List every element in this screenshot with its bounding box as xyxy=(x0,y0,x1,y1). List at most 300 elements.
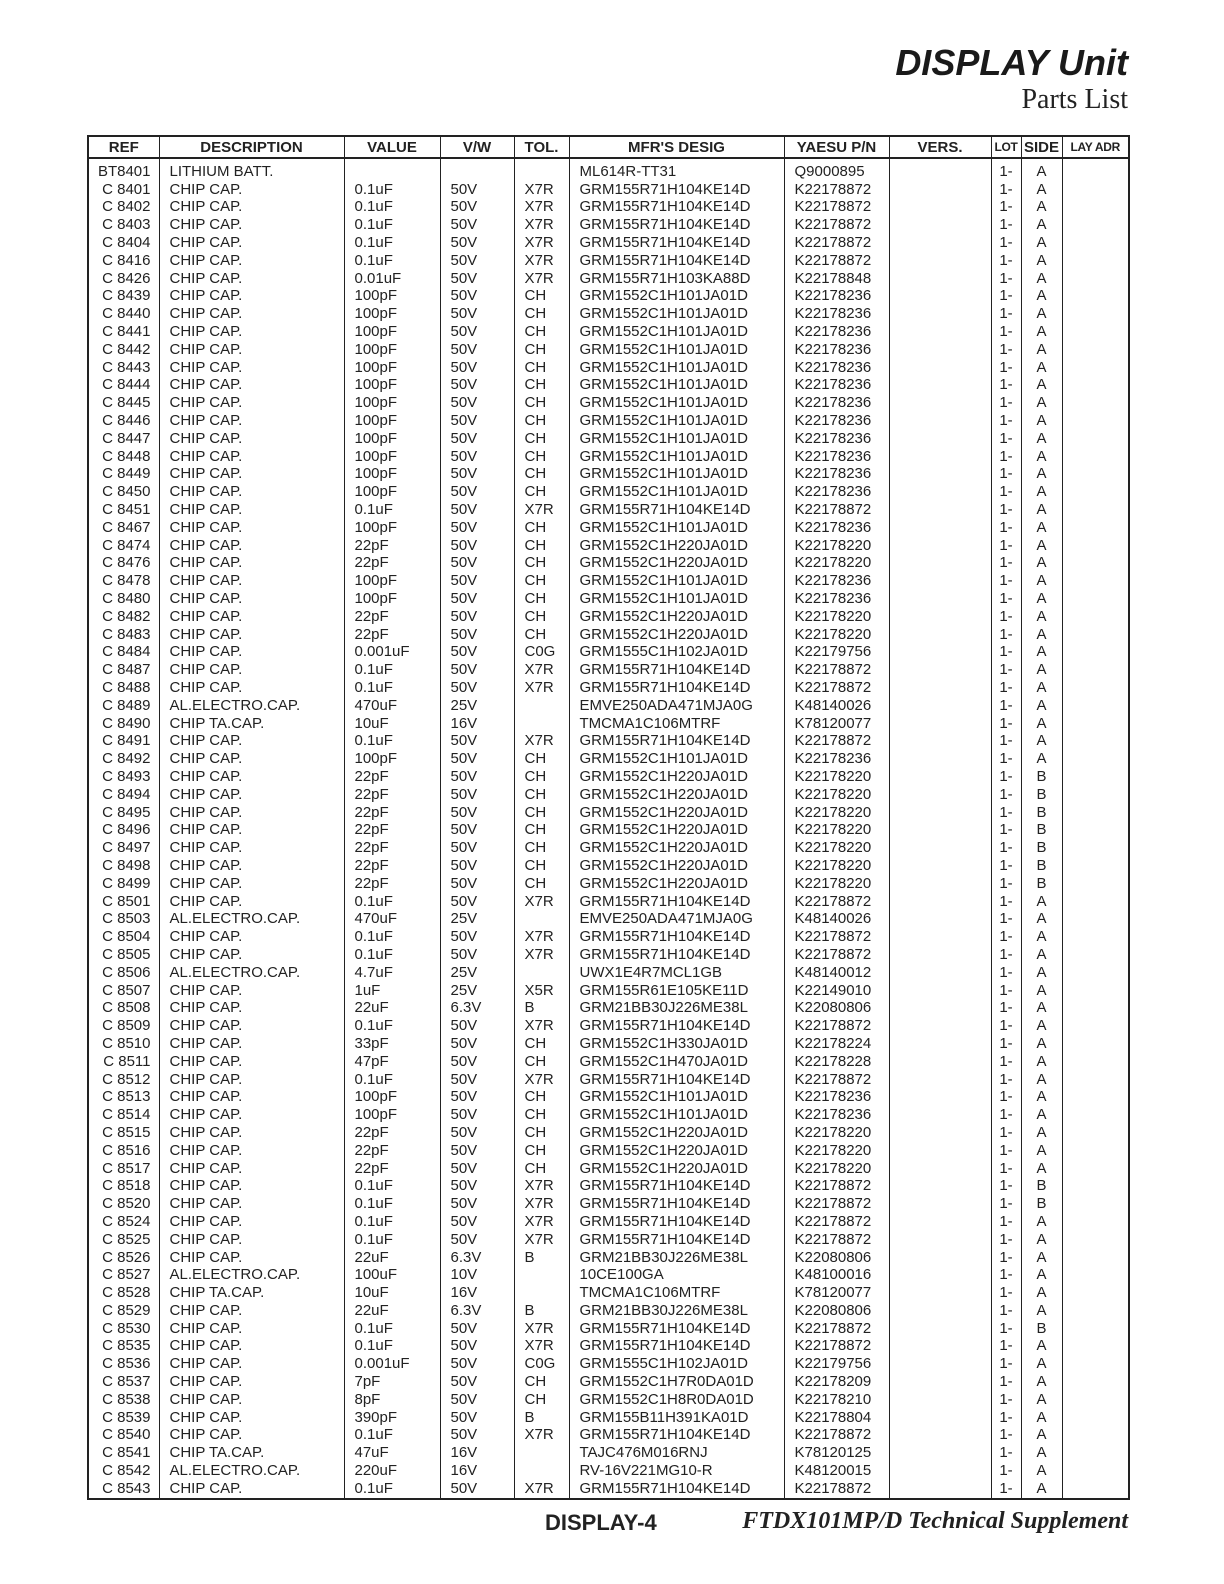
cell-yaesu-pn: K22178220 xyxy=(784,839,889,857)
cell-vw: 50V xyxy=(440,359,514,377)
cell-mfr-desig: TMCMA1C106MTRF xyxy=(569,715,784,733)
cell-vw: 50V xyxy=(440,839,514,857)
cell-vers xyxy=(889,1195,991,1213)
cell-lay-adr xyxy=(1062,964,1129,982)
cell-ref: C 8538 xyxy=(88,1391,159,1409)
cell-lay-adr xyxy=(1062,1266,1129,1284)
cell-value: 0.1uF xyxy=(344,501,440,519)
cell-description: CHIP CAP. xyxy=(159,608,344,626)
cell-description: CHIP CAP. xyxy=(159,430,344,448)
table-row xyxy=(88,1106,1129,1124)
cell-description: CHIP CAP. xyxy=(159,893,344,911)
cell-mfr-desig: GRM1552C1H220JA01D xyxy=(569,875,784,893)
cell-mfr-desig: GRM155R71H104KE14D xyxy=(569,946,784,964)
cell-description: CHIP CAP. xyxy=(159,679,344,697)
cell-ref: C 8540 xyxy=(88,1427,159,1445)
cell-vers xyxy=(889,199,991,217)
cell-lot: 1- xyxy=(991,964,1021,982)
cell-yaesu-pn: K22178236 xyxy=(784,750,889,768)
cell-vers xyxy=(889,1017,991,1035)
cell-vw: 50V xyxy=(440,1320,514,1338)
cell-lay-adr xyxy=(1062,430,1129,448)
cell-lot: 1- xyxy=(991,572,1021,590)
cell-lot: 1- xyxy=(991,590,1021,608)
cell-mfr-desig: GRM155R71H104KE14D xyxy=(569,733,784,751)
table-row xyxy=(88,661,1129,679)
cell-description: CHIP CAP. xyxy=(159,1338,344,1356)
cell-description: CHIP CAP. xyxy=(159,1213,344,1231)
cell-yaesu-pn: K22080806 xyxy=(784,999,889,1017)
cell-ref: C 8439 xyxy=(88,288,159,306)
cell-yaesu-pn: K22178872 xyxy=(784,199,889,217)
cell-vw: 50V xyxy=(440,644,514,662)
cell-description: CHIP CAP. xyxy=(159,305,344,323)
cell-vw: 25V xyxy=(440,964,514,982)
cell-lot: 1- xyxy=(991,697,1021,715)
cell-description: CHIP CAP. xyxy=(159,928,344,946)
cell-yaesu-pn: K22178872 xyxy=(784,1017,889,1035)
cell-tol: B xyxy=(514,1409,569,1427)
cell-yaesu-pn: K22179756 xyxy=(784,644,889,662)
cell-side: A xyxy=(1021,1142,1062,1160)
cell-ref: C 8451 xyxy=(88,501,159,519)
cell-lay-adr xyxy=(1062,1480,1129,1499)
cell-ref: C 8514 xyxy=(88,1106,159,1124)
cell-description: CHIP CAP. xyxy=(159,501,344,519)
cell-value: 10uF xyxy=(344,1284,440,1302)
cell-lot: 1- xyxy=(991,483,1021,501)
cell-lay-adr xyxy=(1062,1088,1129,1106)
cell-lot: 1- xyxy=(991,199,1021,217)
cell-side: A xyxy=(1021,412,1062,430)
cell-value: 22pF xyxy=(344,626,440,644)
cell-lay-adr xyxy=(1062,501,1129,519)
cell-yaesu-pn: K22178236 xyxy=(784,323,889,341)
cell-vw: 10V xyxy=(440,1266,514,1284)
cell-vw: 50V xyxy=(440,519,514,537)
table-row xyxy=(88,305,1129,323)
cell-ref: C 8528 xyxy=(88,1284,159,1302)
cell-ref: C 8448 xyxy=(88,448,159,466)
cell-value: 22pF xyxy=(344,804,440,822)
cell-description: CHIP CAP. xyxy=(159,1249,344,1267)
cell-value: 100pF xyxy=(344,1106,440,1124)
cell-lay-adr xyxy=(1062,715,1129,733)
cell-yaesu-pn: K22178220 xyxy=(784,857,889,875)
cell-ref: C 8507 xyxy=(88,982,159,1000)
cell-description: CHIP CAP. xyxy=(159,216,344,234)
cell-mfr-desig: EMVE250ADA471MJA0G xyxy=(569,697,784,715)
cell-yaesu-pn: K22178872 xyxy=(784,216,889,234)
cell-value: 22pF xyxy=(344,1160,440,1178)
cell-mfr-desig: GRM155R71H104KE14D xyxy=(569,928,784,946)
cell-tol: CH xyxy=(514,537,569,555)
cell-vw: 50V xyxy=(440,430,514,448)
cell-side: A xyxy=(1021,572,1062,590)
cell-description: CHIP CAP. xyxy=(159,1373,344,1391)
cell-mfr-desig: GRM155R71H104KE14D xyxy=(569,1231,784,1249)
cell-side: A xyxy=(1021,626,1062,644)
cell-mfr-desig: GRM1552C1H8R0DA01D xyxy=(569,1391,784,1409)
cell-value: 470uF xyxy=(344,697,440,715)
cell-vw: 50V xyxy=(440,1480,514,1499)
table-row xyxy=(88,1355,1129,1373)
cell-side: B xyxy=(1021,786,1062,804)
cell-tol: CH xyxy=(514,608,569,626)
cell-value: 0.1uF xyxy=(344,1427,440,1445)
cell-vw: 50V xyxy=(440,1231,514,1249)
cell-tol xyxy=(514,964,569,982)
cell-value: 0.1uF xyxy=(344,733,440,751)
cell-side: A xyxy=(1021,1284,1062,1302)
cell-lay-adr xyxy=(1062,270,1129,288)
table-row xyxy=(88,1391,1129,1409)
table-row xyxy=(88,394,1129,412)
cell-vers xyxy=(889,1035,991,1053)
table-row xyxy=(88,1480,1129,1499)
cell-yaesu-pn: K22178236 xyxy=(784,1106,889,1124)
cell-yaesu-pn: K22178228 xyxy=(784,1053,889,1071)
cell-vw: 50V xyxy=(440,1195,514,1213)
cell-mfr-desig: GRM1552C1H101JA01D xyxy=(569,412,784,430)
cell-description: CHIP CAP. xyxy=(159,466,344,484)
cell-lay-adr xyxy=(1062,288,1129,306)
cell-vers xyxy=(889,1106,991,1124)
cell-tol: CH xyxy=(514,359,569,377)
cell-mfr-desig: GRM21BB30J226ME38L xyxy=(569,999,784,1017)
cell-lay-adr xyxy=(1062,1142,1129,1160)
cell-side: A xyxy=(1021,501,1062,519)
cell-value: 100pF xyxy=(344,288,440,306)
cell-value: 100pF xyxy=(344,305,440,323)
cell-tol: CH xyxy=(514,519,569,537)
cell-value: 22pF xyxy=(344,537,440,555)
cell-ref: C 8444 xyxy=(88,377,159,395)
cell-ref: C 8517 xyxy=(88,1160,159,1178)
col-header-side: SIDE xyxy=(1021,136,1062,158)
cell-yaesu-pn: K48120015 xyxy=(784,1462,889,1480)
cell-description: CHIP CAP. xyxy=(159,1160,344,1178)
cell-description: AL.ELECTRO.CAP. xyxy=(159,964,344,982)
cell-yaesu-pn: K22178872 xyxy=(784,1320,889,1338)
cell-mfr-desig: GRM1552C1H101JA01D xyxy=(569,483,784,501)
cell-mfr-desig: GRM1552C1H220JA01D xyxy=(569,768,784,786)
table-row xyxy=(88,1444,1129,1462)
cell-yaesu-pn: K22178220 xyxy=(784,804,889,822)
table-row xyxy=(88,1284,1129,1302)
table-body xyxy=(88,158,1129,1499)
cell-lot: 1- xyxy=(991,1106,1021,1124)
table-row xyxy=(88,1177,1129,1195)
cell-lay-adr xyxy=(1062,1320,1129,1338)
cell-vers xyxy=(889,572,991,590)
cell-lay-adr xyxy=(1062,626,1129,644)
cell-description: LITHIUM BATT. xyxy=(159,158,344,181)
cell-vw: 50V xyxy=(440,270,514,288)
cell-vers xyxy=(889,1071,991,1089)
cell-side: A xyxy=(1021,1462,1062,1480)
cell-tol: CH xyxy=(514,430,569,448)
cell-lay-adr xyxy=(1062,821,1129,839)
cell-ref: C 8495 xyxy=(88,804,159,822)
cell-mfr-desig: GRM155R71H104KE14D xyxy=(569,1177,784,1195)
table-row xyxy=(88,1195,1129,1213)
cell-mfr-desig: GRM1552C1H220JA01D xyxy=(569,555,784,573)
cell-vw: 50V xyxy=(440,501,514,519)
table-row xyxy=(88,964,1129,982)
cell-side: A xyxy=(1021,910,1062,928)
cell-lay-adr xyxy=(1062,1373,1129,1391)
cell-description: CHIP CAP. xyxy=(159,519,344,537)
cell-mfr-desig: GRM1552C1H220JA01D xyxy=(569,1124,784,1142)
cell-mfr-desig: GRM21BB30J226ME38L xyxy=(569,1302,784,1320)
cell-vers xyxy=(889,910,991,928)
cell-ref: C 8530 xyxy=(88,1320,159,1338)
cell-tol: X7R xyxy=(514,946,569,964)
cell-vw: 25V xyxy=(440,982,514,1000)
cell-ref: C 8401 xyxy=(88,181,159,199)
cell-vers xyxy=(889,1177,991,1195)
cell-vw: 50V xyxy=(440,804,514,822)
cell-mfr-desig: 10CE100GA xyxy=(569,1266,784,1284)
cell-description: CHIP CAP. xyxy=(159,999,344,1017)
cell-vw: 50V xyxy=(440,1338,514,1356)
table-row xyxy=(88,1409,1129,1427)
cell-mfr-desig: GRM155R71H104KE14D xyxy=(569,181,784,199)
cell-vw: 50V xyxy=(440,590,514,608)
cell-ref: C 8513 xyxy=(88,1088,159,1106)
cell-mfr-desig: GRM1552C1H220JA01D xyxy=(569,804,784,822)
cell-ref: C 8446 xyxy=(88,412,159,430)
cell-vers xyxy=(889,1391,991,1409)
cell-yaesu-pn: K22178220 xyxy=(784,1142,889,1160)
cell-value: 0.1uF xyxy=(344,1071,440,1089)
cell-description: CHIP CAP. xyxy=(159,1088,344,1106)
cell-vw: 50V xyxy=(440,786,514,804)
col-header-value: VALUE xyxy=(344,136,440,158)
cell-lay-adr xyxy=(1062,1302,1129,1320)
cell-side: A xyxy=(1021,1249,1062,1267)
table-row xyxy=(88,821,1129,839)
cell-value: 470uF xyxy=(344,910,440,928)
table-row xyxy=(88,572,1129,590)
cell-yaesu-pn: K22178872 xyxy=(784,1177,889,1195)
cell-yaesu-pn: K22149010 xyxy=(784,982,889,1000)
cell-tol: CH xyxy=(514,1142,569,1160)
cell-lay-adr xyxy=(1062,1284,1129,1302)
cell-vers xyxy=(889,234,991,252)
cell-lot: 1- xyxy=(991,608,1021,626)
cell-tol: X7R xyxy=(514,1320,569,1338)
cell-mfr-desig: GRM155R61E105KE11D xyxy=(569,982,784,1000)
cell-lot: 1- xyxy=(991,1480,1021,1499)
cell-description: CHIP CAP. xyxy=(159,1195,344,1213)
cell-side: A xyxy=(1021,252,1062,270)
cell-lot: 1- xyxy=(991,875,1021,893)
cell-yaesu-pn: K48140012 xyxy=(784,964,889,982)
cell-lay-adr xyxy=(1062,341,1129,359)
cell-tol: X7R xyxy=(514,1427,569,1445)
cell-description: CHIP TA.CAP. xyxy=(159,1284,344,1302)
table-row xyxy=(88,1302,1129,1320)
cell-side: A xyxy=(1021,377,1062,395)
cell-value: 4.7uF xyxy=(344,964,440,982)
cell-lot: 1- xyxy=(991,1071,1021,1089)
cell-vers xyxy=(889,1409,991,1427)
cell-side: A xyxy=(1021,158,1062,181)
cell-ref: C 8483 xyxy=(88,626,159,644)
cell-side: B xyxy=(1021,857,1062,875)
cell-side: A xyxy=(1021,234,1062,252)
cell-lay-adr xyxy=(1062,1355,1129,1373)
cell-lot: 1- xyxy=(991,181,1021,199)
cell-mfr-desig: GRM1555C1H102JA01D xyxy=(569,1355,784,1373)
cell-side: B xyxy=(1021,768,1062,786)
cell-lay-adr xyxy=(1062,910,1129,928)
cell-side: A xyxy=(1021,1088,1062,1106)
cell-tol: X7R xyxy=(514,1017,569,1035)
cell-side: B xyxy=(1021,1177,1062,1195)
cell-vers xyxy=(889,377,991,395)
cell-vw: 50V xyxy=(440,1177,514,1195)
cell-lay-adr xyxy=(1062,1160,1129,1178)
table-row xyxy=(88,750,1129,768)
cell-description: CHIP CAP. xyxy=(159,377,344,395)
cell-description: CHIP CAP. xyxy=(159,537,344,555)
cell-tol xyxy=(514,715,569,733)
cell-mfr-desig: GRM155R71H104KE14D xyxy=(569,1017,784,1035)
cell-vers xyxy=(889,1338,991,1356)
cell-side: A xyxy=(1021,1017,1062,1035)
cell-vers xyxy=(889,1088,991,1106)
cell-ref: C 8508 xyxy=(88,999,159,1017)
cell-description: AL.ELECTRO.CAP. xyxy=(159,697,344,715)
cell-lot: 1- xyxy=(991,857,1021,875)
cell-description: CHIP CAP. xyxy=(159,1017,344,1035)
cell-description: CHIP CAP. xyxy=(159,1355,344,1373)
cell-tol: CH xyxy=(514,323,569,341)
cell-value: 100pF xyxy=(344,341,440,359)
cell-vw: 50V xyxy=(440,608,514,626)
cell-yaesu-pn: K22178236 xyxy=(784,572,889,590)
cell-vw: 50V xyxy=(440,893,514,911)
cell-lay-adr xyxy=(1062,1213,1129,1231)
cell-side: A xyxy=(1021,1444,1062,1462)
table-row xyxy=(88,1249,1129,1267)
cell-vw: 50V xyxy=(440,626,514,644)
cell-lay-adr xyxy=(1062,359,1129,377)
cell-vw: 50V xyxy=(440,466,514,484)
cell-vers xyxy=(889,1160,991,1178)
cell-lot: 1- xyxy=(991,1231,1021,1249)
cell-yaesu-pn: K22178220 xyxy=(784,537,889,555)
cell-lot: 1- xyxy=(991,804,1021,822)
cell-mfr-desig: RV-16V221MG10-R xyxy=(569,1462,784,1480)
cell-ref: C 8492 xyxy=(88,750,159,768)
cell-side: A xyxy=(1021,341,1062,359)
cell-lay-adr xyxy=(1062,1177,1129,1195)
cell-side: A xyxy=(1021,1391,1062,1409)
cell-mfr-desig: GRM155R71H104KE14D xyxy=(569,1195,784,1213)
cell-ref: C 8487 xyxy=(88,661,159,679)
cell-lay-adr xyxy=(1062,697,1129,715)
cell-mfr-desig: GRM155R71H104KE14D xyxy=(569,1480,784,1499)
cell-vw: 50V xyxy=(440,305,514,323)
cell-vers xyxy=(889,412,991,430)
cell-yaesu-pn: K22178872 xyxy=(784,501,889,519)
table-row xyxy=(88,377,1129,395)
cell-tol: X7R xyxy=(514,1480,569,1499)
cell-vw: 25V xyxy=(440,697,514,715)
cell-tol: X7R xyxy=(514,199,569,217)
cell-mfr-desig: GRM1552C1H101JA01D xyxy=(569,1088,784,1106)
cell-value: 10uF xyxy=(344,715,440,733)
cell-vers xyxy=(889,483,991,501)
cell-vw: 50V xyxy=(440,1391,514,1409)
cell-lot: 1- xyxy=(991,1088,1021,1106)
cell-description: CHIP CAP. xyxy=(159,234,344,252)
cell-ref: C 8403 xyxy=(88,216,159,234)
cell-description: CHIP CAP. xyxy=(159,1427,344,1445)
cell-vw: 50V xyxy=(440,733,514,751)
cell-vers xyxy=(889,644,991,662)
cell-lay-adr xyxy=(1062,199,1129,217)
cell-mfr-desig: GRM1552C1H220JA01D xyxy=(569,537,784,555)
cell-vw: 50V xyxy=(440,181,514,199)
table-row xyxy=(88,270,1129,288)
cell-mfr-desig: GRM21BB30J226ME38L xyxy=(569,1249,784,1267)
cell-side: A xyxy=(1021,216,1062,234)
cell-yaesu-pn: K22178872 xyxy=(784,679,889,697)
cell-value: 22pF xyxy=(344,786,440,804)
cell-mfr-desig: GRM1552C1H220JA01D xyxy=(569,608,784,626)
cell-yaesu-pn: K48140026 xyxy=(784,910,889,928)
cell-lay-adr xyxy=(1062,679,1129,697)
cell-tol: CH xyxy=(514,483,569,501)
cell-side: A xyxy=(1021,1480,1062,1499)
cell-description: CHIP CAP. xyxy=(159,786,344,804)
cell-ref: C 8474 xyxy=(88,537,159,555)
cell-mfr-desig: GRM155R71H104KE14D xyxy=(569,216,784,234)
cell-lot: 1- xyxy=(991,982,1021,1000)
cell-mfr-desig: UWX1E4R7MCL1GB xyxy=(569,964,784,982)
cell-yaesu-pn: K48140026 xyxy=(784,697,889,715)
cell-lot: 1- xyxy=(991,555,1021,573)
cell-ref: C 8442 xyxy=(88,341,159,359)
cell-side: A xyxy=(1021,359,1062,377)
cell-lot: 1- xyxy=(991,1124,1021,1142)
cell-ref: C 8489 xyxy=(88,697,159,715)
cell-vers xyxy=(889,252,991,270)
cell-lay-adr xyxy=(1062,839,1129,857)
cell-description: CHIP CAP. xyxy=(159,1409,344,1427)
cell-lay-adr xyxy=(1062,377,1129,395)
cell-side: A xyxy=(1021,1124,1062,1142)
cell-lay-adr xyxy=(1062,412,1129,430)
cell-side: B xyxy=(1021,821,1062,839)
cell-value: 0.001uF xyxy=(344,1355,440,1373)
col-header-lot: LOT xyxy=(991,136,1021,158)
cell-ref: C 8443 xyxy=(88,359,159,377)
cell-yaesu-pn: K22178872 xyxy=(784,1338,889,1356)
cell-description: CHIP CAP. xyxy=(159,572,344,590)
table-row xyxy=(88,234,1129,252)
cell-yaesu-pn: K22178236 xyxy=(784,305,889,323)
cell-tol: CH xyxy=(514,305,569,323)
cell-vers xyxy=(889,750,991,768)
cell-value: 100pF xyxy=(344,750,440,768)
cell-yaesu-pn: K22178236 xyxy=(784,483,889,501)
